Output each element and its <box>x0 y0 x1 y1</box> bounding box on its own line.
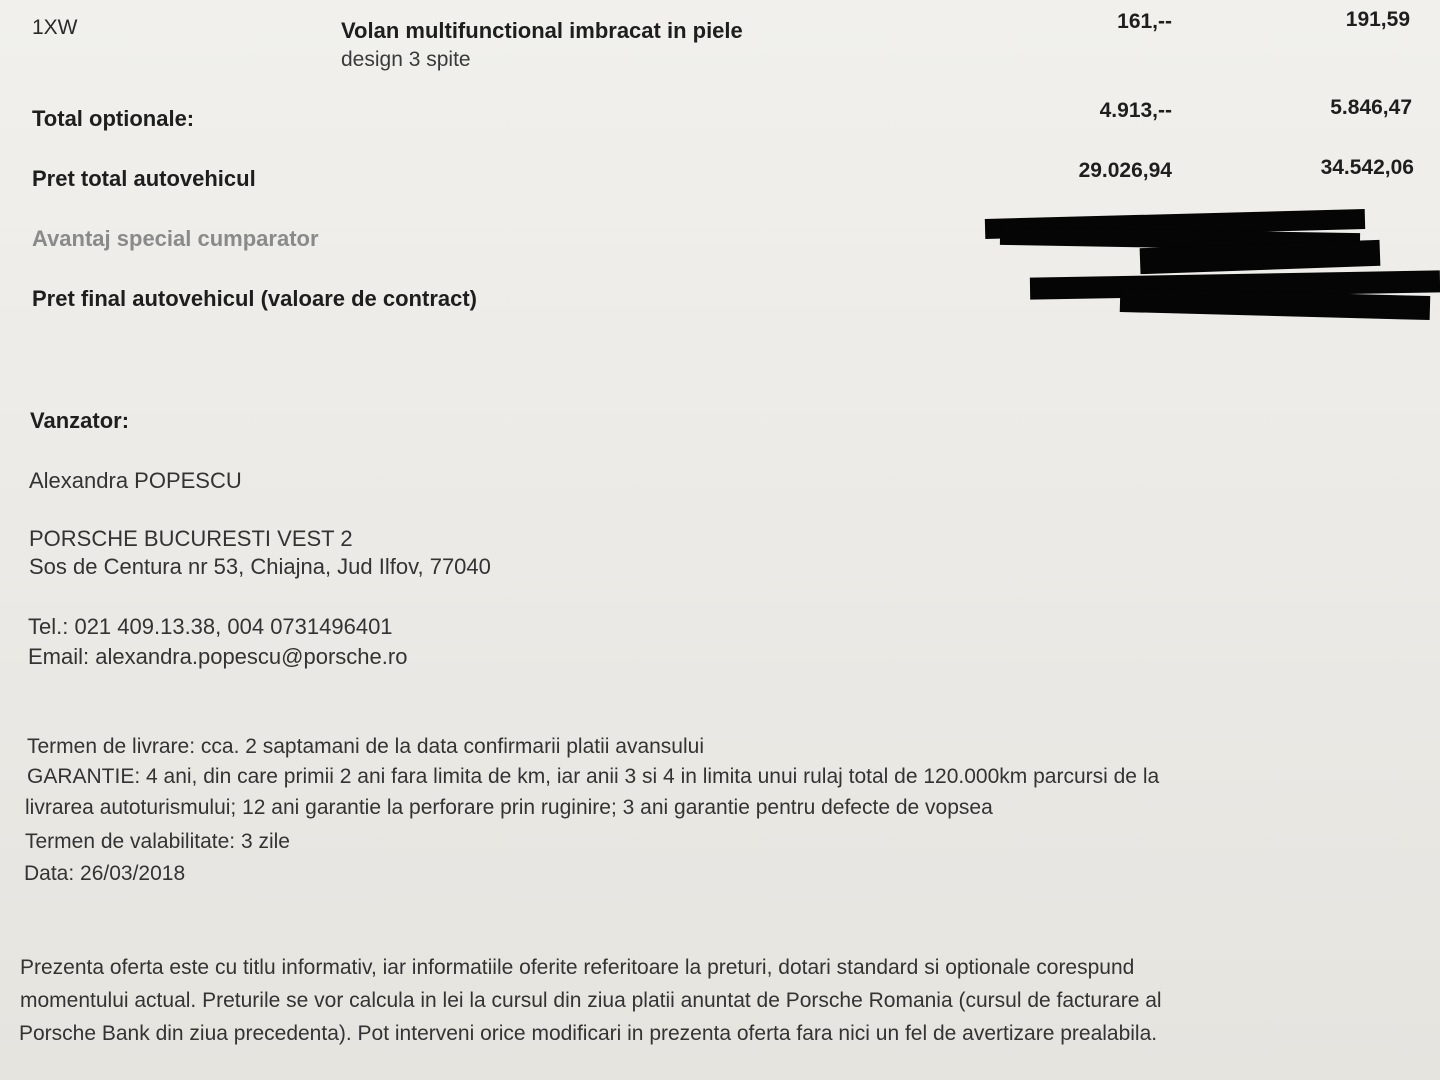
option-price-gross: 191,59 <box>1345 8 1410 31</box>
validity-term: Termen de valabilitate: 3 zile <box>25 830 290 853</box>
seller-name: Alexandra POPESCU <box>29 468 242 493</box>
offer-date: Data: 26/03/2018 <box>24 862 186 885</box>
disclaimer-line-2: momentului actual. Preturile se vor calcula in lei la cursul din ziua platii anuntat de Porsche Romania (cursul de facturare al <box>20 989 1162 1012</box>
delivery-term: Termen de livrare: cca. 2 saptamani de la data confirmarii platii avansului <box>27 735 704 758</box>
vehicle-total-label: Pret total autovehicul <box>32 166 256 191</box>
option-price-net: 161,-- <box>1117 10 1172 33</box>
seller-heading: Vanzator: <box>30 408 130 433</box>
vehicle-total-gross: 34.542,06 <box>1320 156 1414 179</box>
seller-phone: Tel.: 021 409.13.38, 004 0731496401 <box>28 614 393 639</box>
seller-email: Email: alexandra.popescu@porsche.ro <box>28 644 408 669</box>
total-optionals-gross: 5.846,47 <box>1330 96 1412 119</box>
option-subname: design 3 spite <box>341 48 471 71</box>
disclaimer-line-1: Prezenta oferta este cu titlu informativ, iar informatiile oferite referitoare la preturi, dotari standard si optionale corespund <box>20 956 1135 979</box>
seller-company: PORSCHE BUCURESTI VEST 2 <box>29 526 353 551</box>
warranty-line-1: GARANTIE: 4 ani, din care primii 2 ani fara limita de km, iar anii 3 si 4 in limita unui rulaj total de 120.000km parcursi de la <box>27 765 1160 788</box>
special-advantage-label: Avantaj special cumparator <box>32 226 319 251</box>
option-code: 1XW <box>32 16 78 39</box>
final-price-label: Pret final autovehicul (valoare de contract) <box>32 286 478 311</box>
total-optionals-net: 4.913,-- <box>1099 99 1172 122</box>
warranty-line-2: livrarea autoturismului; 12 ani garantie la perforare prin ruginire; 3 ani garantie pentru defecte de vopsea <box>25 796 993 819</box>
disclaimer-line-3: Porsche Bank din ziua precedenta). Pot interveni orice modificari in prezenta oferta fara nici un fel de avertizare prealabila. <box>19 1022 1158 1045</box>
option-name: Volan multifunctional imbracat in piele <box>341 18 743 43</box>
vehicle-total-net: 29.026,94 <box>1078 159 1172 182</box>
seller-address: Sos de Centura nr 53, Chiajna, Jud Ilfov, 77040 <box>29 554 491 579</box>
total-optionals-label: Total optionale: <box>32 106 195 131</box>
